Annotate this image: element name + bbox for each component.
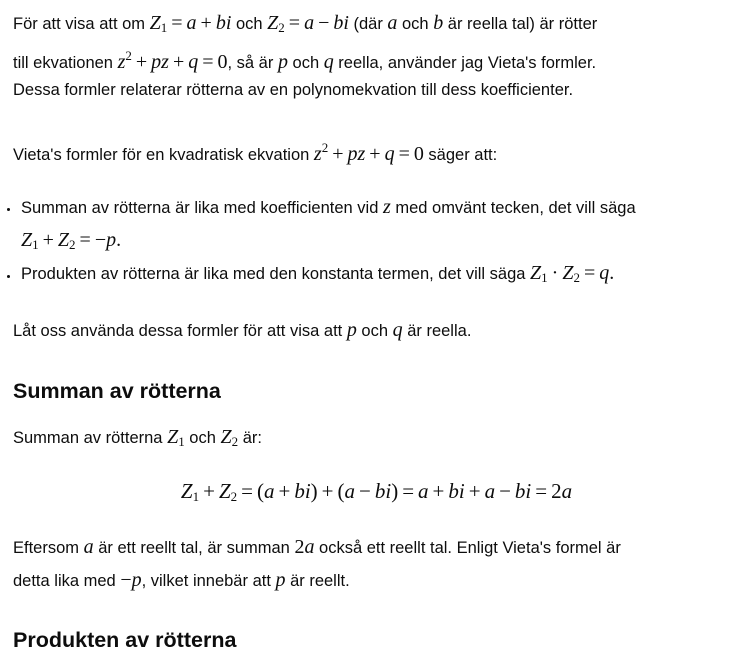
text: För att visa att om [13,15,150,33]
text: (där [348,15,388,33]
text: också ett reellt tal. Enligt Vieta's formel är [314,539,621,557]
text: säger att: [423,146,498,164]
math-sum-formula: $Z_1 + Z_2 = -p$. [21,229,122,252]
math-z2: $Z_2$ [220,426,239,449]
text: och [231,15,268,33]
list-item-product [21,261,614,290]
paragraph-since-line-2 [13,568,350,593]
display-equation-sum [0,476,753,512]
paragraph-intro-line-2 [13,44,596,75]
math-equation: $z^2$ + pz + q = 0 [117,48,228,73]
list-item-sum-line-2 [21,228,121,257]
text: är reella tal) är rötter [443,15,598,33]
math-b: b [433,12,444,34]
math-p: p [277,51,288,73]
text: och [397,15,434,33]
list-bullet [7,208,10,211]
text: och [184,429,221,447]
math-sum-derivation: $Z_1 + Z_2 = (a + bi) + (a - bi) = a$ + bi + a − bi = 2a [180,479,573,504]
text: Summan av rötterna är lika med koefficienten vid [21,199,383,217]
math-a: a [83,536,94,558]
heading-sum: Summan av rötterna [13,379,221,403]
text: är reellt. [285,572,350,590]
math-p: p [346,319,357,341]
math-q: q [392,319,403,341]
text: Dessa formler relaterar rötterna av en polynomekvation till dess koefficienter. [13,81,574,99]
math-a: a [387,12,398,34]
math-z1-def: $Z_1 = a$ + bi [149,12,232,35]
text: med omvänt tecken, det vill säga [390,199,636,217]
text: , vilket innebär att [141,572,276,590]
math-z: z [382,196,391,218]
math-2a: 2a [294,536,315,558]
text: till ekvationen [13,54,118,72]
math-equation: $z^2$ + pz + q = 0 [313,140,424,165]
math-p: p [275,569,286,591]
text: och [287,54,324,72]
math-q: q [323,51,334,73]
text: Eftersom [13,539,84,557]
list-bullet [7,275,10,278]
text: Summan av rötterna [13,429,168,447]
list-item-sum-line-1 [21,195,636,220]
text: är ett reellt tal, är summan [93,539,295,557]
text: Vieta's formler för en kvadratisk ekvation [13,146,314,164]
text: är reella. [402,322,472,340]
text: och [356,322,393,340]
paragraph-lets-use [13,318,471,343]
paragraph-intro-line-1 [13,11,597,40]
paragraph-intro-line-3 [13,78,573,102]
math-product-formula: $Z_1 \cdot Z_2 = q$. [530,262,615,285]
text: detta lika med [13,572,121,590]
paragraph-vieta-intro [13,136,497,167]
math-z1: $Z_1$ [167,426,185,449]
paragraph-since-line-1 [13,535,621,560]
heading-product: Produkten av rötterna [13,628,237,652]
math-z2-def: $Z_2 = a$ − bi [267,12,349,35]
text: reella, använder jag Vieta's formler. [333,54,597,72]
text: , så är [227,54,278,72]
math-neg-p: −p [120,569,142,591]
text: Låt oss använda dessa formler för att visa att [13,322,347,340]
text: är: [238,429,262,447]
text: Produkten av rötterna är lika med den konstanta termen, det vill säga [21,265,531,283]
paragraph-sum-intro [13,425,262,454]
